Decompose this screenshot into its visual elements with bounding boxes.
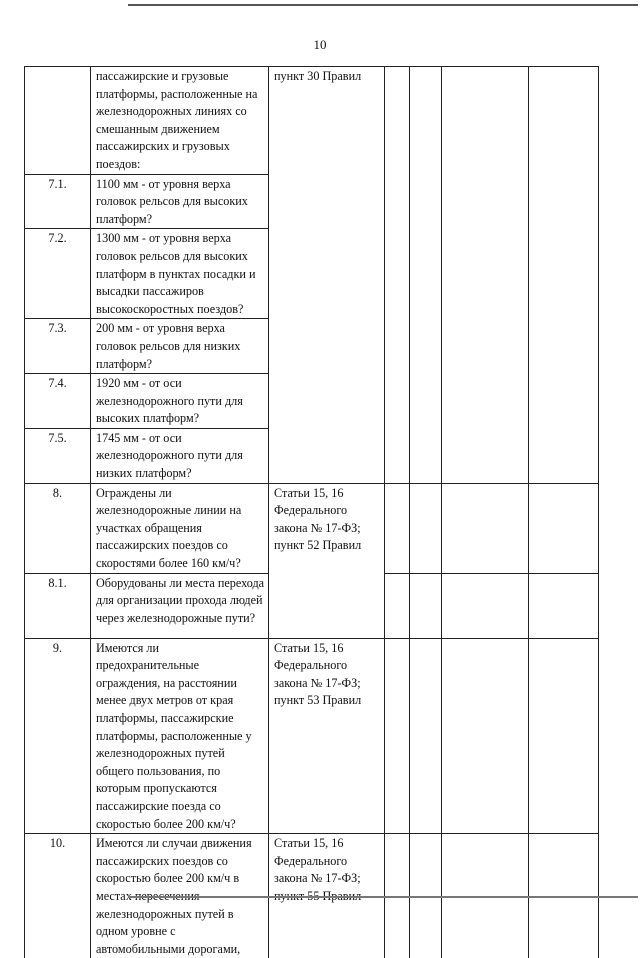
answer-no-cell [410, 638, 442, 834]
answer-na-cell [442, 483, 529, 573]
answer-na-cell [442, 638, 529, 834]
note-cell [529, 67, 599, 484]
row-number: 10. [25, 834, 91, 958]
checklist-table [24, 66, 599, 958]
row-number: 7.1. [25, 174, 91, 229]
answer-na-cell [442, 67, 529, 484]
row-number [25, 67, 91, 175]
note-cell [529, 483, 599, 573]
row-requirement: Статьи 15, 16 Федерального закона № 17-ФЗ; пункт 53 Правил [269, 638, 385, 834]
note-cell [529, 573, 599, 638]
note-cell [529, 638, 599, 834]
row-number: 7.4. [25, 374, 91, 429]
row-number: 7.2. [25, 229, 91, 319]
row-requirement: пункт 30 Правил [269, 67, 385, 484]
row-question: 1745 мм - от оси железнодорожного пути для низких платформ? [91, 428, 269, 483]
row-number: 8.1. [25, 573, 91, 638]
row-question: Ограждены ли железнодорожные линии на участках обращения пассажирских поездов со скоростями более 160 км/ч? [91, 483, 269, 573]
answer-no-cell [410, 67, 442, 484]
answer-na-cell [442, 573, 529, 638]
row-question: Оборудованы ли места перехода для организации прохода людей через железнодорожные пути? [91, 573, 269, 638]
answer-no-cell [410, 573, 442, 638]
answer-yes-cell [385, 67, 410, 484]
row-number: 9. [25, 638, 91, 834]
row-question: пассажирские и грузовые платформы, расположенные на железнодорожных линиях со смешанным движением пассажирских и грузовых поездов: [91, 67, 269, 175]
row-number: 7.5. [25, 428, 91, 483]
row-question: 1920 мм - от оси железнодорожного пути для высоких платформ? [91, 374, 269, 429]
row-question: 200 мм - от уровня верха головок рельсов для низких платформ? [91, 319, 269, 374]
row-question: Имеются ли случаи движения пассажирских поездов со скоростью более 200 км/ч в местах пересечения железнодорожных путей в одном уровне с автомобильными дорогами, [91, 834, 269, 958]
row-question: 1100 мм - от уровня верха головок рельсов для высоких платформ? [91, 174, 269, 229]
answer-yes-cell [385, 573, 410, 638]
answer-yes-cell [385, 483, 410, 573]
row-question: 1300 мм - от уровня верха головок рельсов для высоких платформ в пунктах посадки и высадки пассажиров высокоскоростных поездов? [91, 229, 269, 319]
answer-no-cell [410, 483, 442, 573]
top-edge-rule [128, 4, 638, 6]
table-row [25, 638, 599, 834]
row-question: Имеются ли предохранительные ограждения, на расстоянии менее двух метров от края платформы, пассажирские платформы, расположенные у железнодорожных путей общего пользования, по которым пропускаются пассажирские поезда со скоростью более 200 км/ч? [91, 638, 269, 834]
row-number: 8. [25, 483, 91, 573]
page-number: 10 [313, 37, 327, 52]
row-requirement: Статьи 15, 16 Федерального закона № 17-ФЗ; пункт 55 Правил [269, 834, 385, 958]
row-requirement: Статьи 15, 16 Федерального закона № 17-ФЗ; пункт 52 Правил [269, 483, 385, 638]
table-row [25, 67, 599, 175]
answer-yes-cell [385, 638, 410, 834]
table-row [25, 483, 599, 573]
row-number: 7.3. [25, 319, 91, 374]
bottom-edge-rule [128, 896, 638, 898]
